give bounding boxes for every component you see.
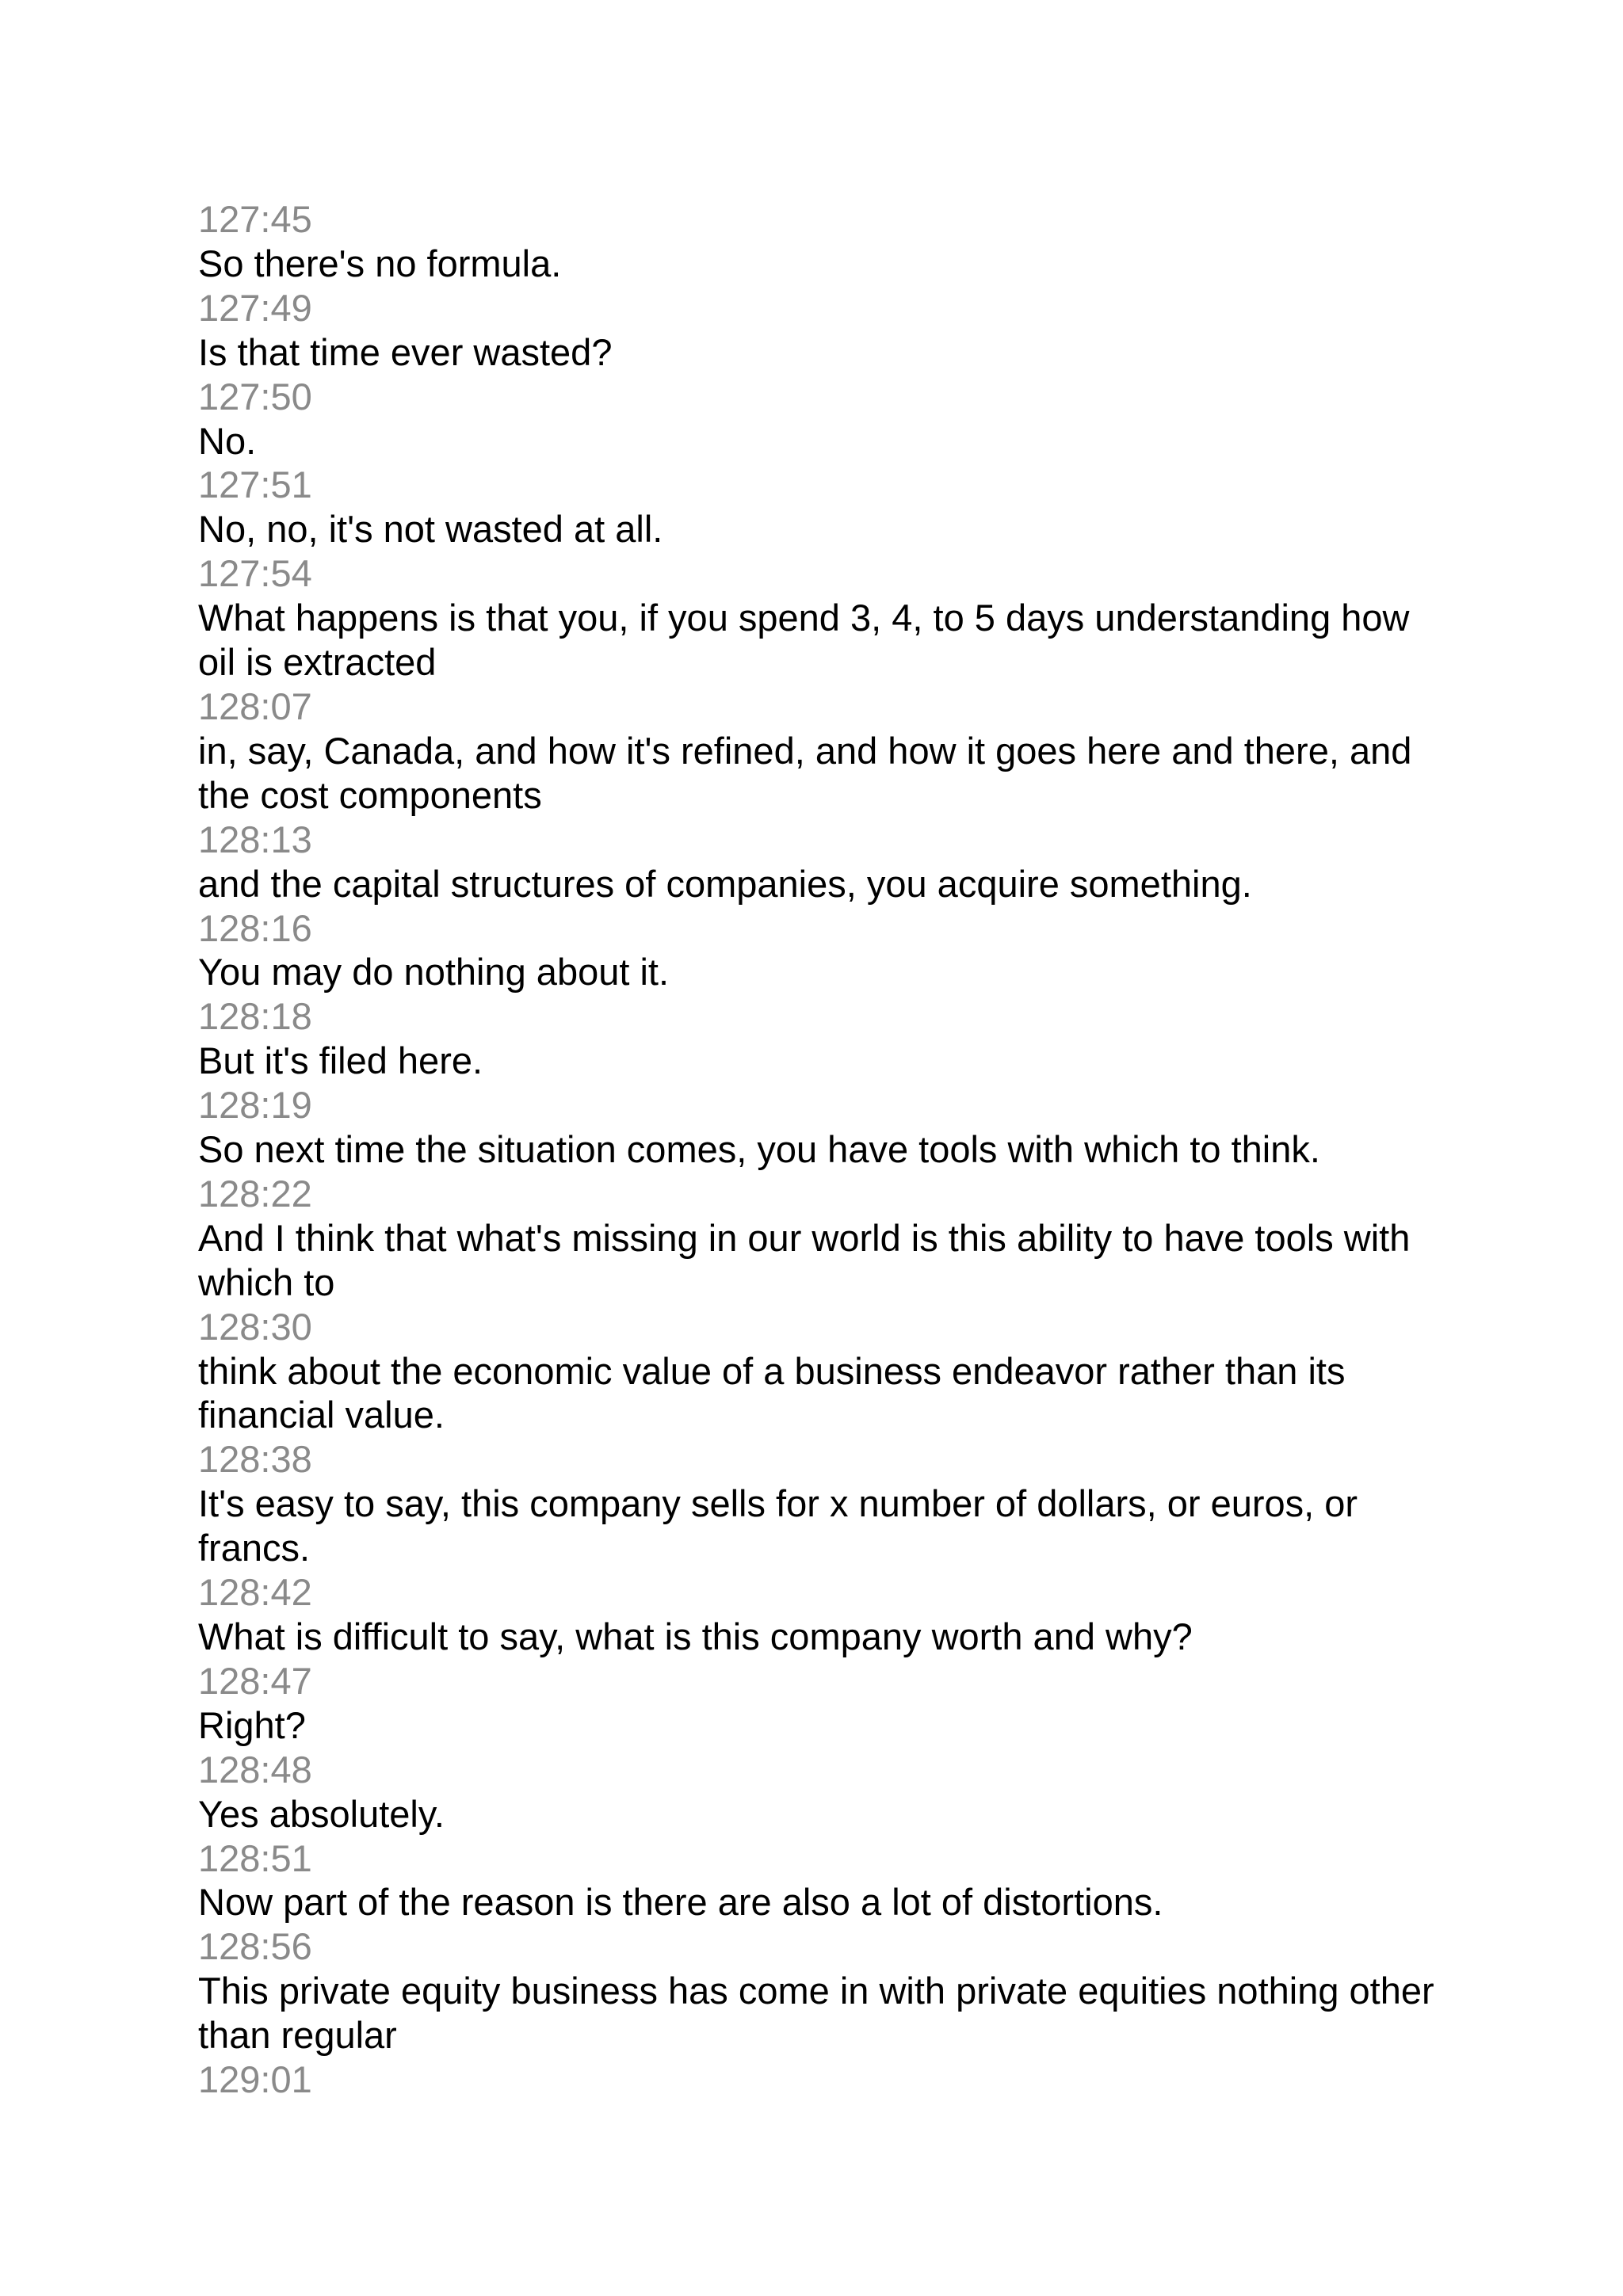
transcript-entry	[198, 1836, 1434, 1925]
transcript-entry	[198, 463, 1434, 551]
transcript-entry	[198, 1305, 1434, 1438]
transcript-text: But it's filed here.	[198, 1039, 483, 1082]
transcript-text: Yes absolutely.	[198, 1792, 445, 1835]
timestamp: 128:07	[198, 685, 312, 727]
timestamp: 128:51	[198, 1836, 312, 1879]
timestamp: 128:56	[198, 1925, 312, 1968]
transcript-entry	[198, 1659, 1434, 1748]
transcript-entry	[198, 1083, 1434, 1172]
transcript-entry	[198, 994, 1434, 1083]
timestamp: 128:13	[198, 818, 312, 860]
transcript-entry	[198, 1748, 1434, 1836]
timestamp: 127:49	[198, 286, 312, 329]
transcript-page	[198, 197, 1434, 2102]
transcript-text: This private equity business has come in with private equities nothing other than regular	[198, 1970, 1434, 2057]
transcript-entry	[198, 818, 1434, 906]
transcript-entry	[198, 2058, 1434, 2102]
timestamp: 129:01	[198, 2058, 312, 2101]
timestamp: 128:22	[198, 1172, 312, 1215]
transcript-entry	[198, 906, 1434, 995]
timestamp: 128:47	[198, 1659, 312, 1702]
transcript-entry	[198, 375, 1434, 463]
transcript-text: No.	[198, 419, 257, 462]
transcript-entry	[198, 1172, 1434, 1305]
transcript-text: What happens is that you, if you spend 3, 4, to 5 days understanding how oil is extracted	[198, 597, 1410, 684]
transcript-text: It's easy to say, this company sells for x number of dollars, or euros, or francs.	[198, 1482, 1358, 1569]
timestamp: 128:38	[198, 1438, 312, 1481]
transcript-text: Now part of the reason is there are also a lot of distortions.	[198, 1881, 1163, 1924]
transcript-text: So next time the situation comes, you have tools with which to think.	[198, 1128, 1320, 1171]
transcript-text: in, say, Canada, and how it's refined, and how it goes here and there, and the cost components	[198, 729, 1412, 816]
timestamp: 128:19	[198, 1084, 312, 1127]
transcript-text: think about the economic value of a business endeavor rather than its financial value.	[198, 1349, 1346, 1436]
timestamp: 128:16	[198, 906, 312, 949]
timestamp: 127:51	[198, 463, 312, 506]
timestamp: 128:30	[198, 1305, 312, 1348]
timestamp: 128:42	[198, 1571, 312, 1614]
transcript-entry	[198, 286, 1434, 375]
timestamp: 128:48	[198, 1748, 312, 1791]
transcript-text: No, no, it's not wasted at all.	[198, 508, 663, 551]
transcript-text: and the capital structures of companies, you acquire something.	[198, 862, 1252, 905]
transcript-text: And I think that what's missing in our world is this ability to have tools with which to	[198, 1216, 1411, 1303]
transcript-entry	[198, 1924, 1434, 2058]
timestamp: 127:54	[198, 552, 312, 595]
transcript-text: You may do nothing about it.	[198, 951, 670, 994]
transcript-entry	[198, 1570, 1434, 1659]
transcript-entry	[198, 685, 1434, 818]
timestamp: 127:50	[198, 375, 312, 418]
transcript-text: Right?	[198, 1703, 306, 1746]
transcript-text: What is difficult to say, what is this company worth and why?	[198, 1615, 1193, 1657]
transcript-text: So there's no formula.	[198, 242, 562, 284]
timestamp: 127:45	[198, 198, 312, 240]
timestamp: 128:18	[198, 995, 312, 1038]
transcript-text: Is that time ever wasted?	[198, 330, 613, 373]
transcript-entry	[198, 551, 1434, 685]
transcript-entry	[198, 197, 1434, 286]
transcript-entry	[198, 1437, 1434, 1570]
